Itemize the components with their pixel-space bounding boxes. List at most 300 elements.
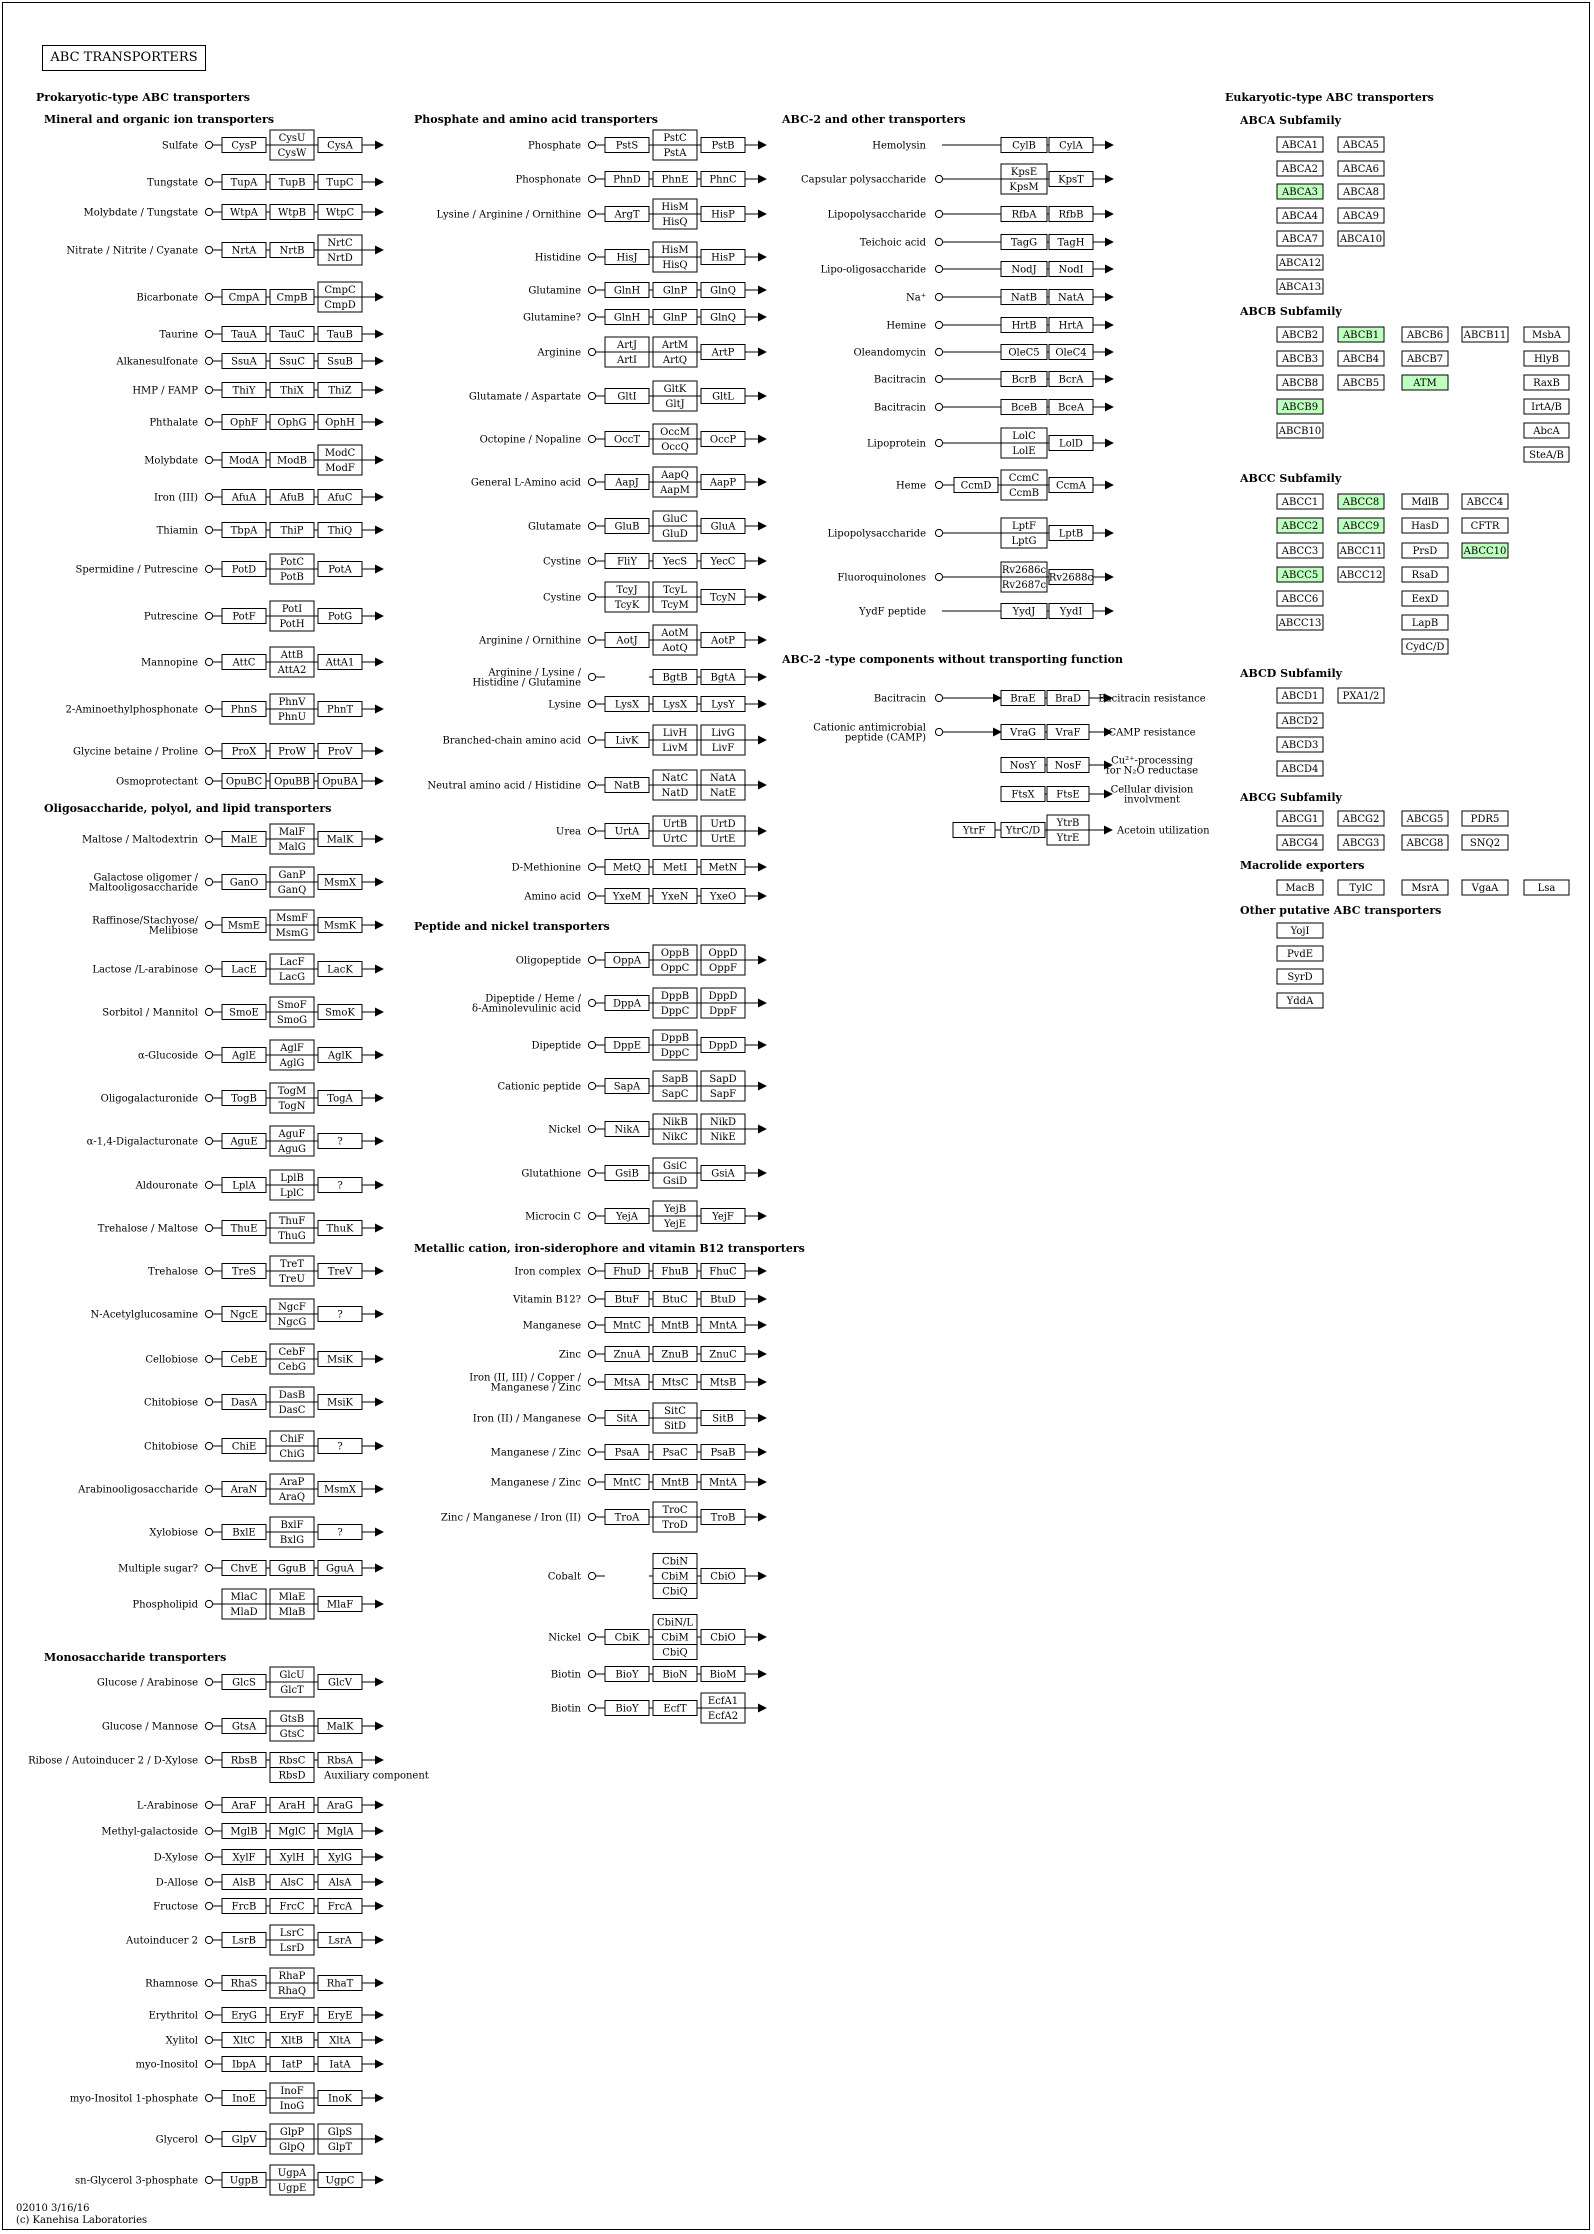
substrate-circle: [588, 892, 595, 899]
gene-label-gsic: GsiC: [663, 1161, 687, 1172]
gene-label-ytre: YtrE: [1056, 833, 1080, 844]
gene-label-gano: GanO: [229, 877, 259, 889]
gene-label-metq: MetQ: [612, 862, 642, 874]
gene-label-tupa: TupA: [230, 177, 258, 189]
substrate-circle: [935, 210, 942, 217]
gene-label-raxb: RaxB: [1533, 378, 1560, 389]
gene-label-gsid: GsiD: [662, 1176, 688, 1187]
substrate-label: Taurine: [159, 329, 198, 341]
gene-label-bioy: BioY: [615, 1703, 639, 1715]
substrate-label: Teichoic acid: [859, 237, 926, 249]
gene-label-znub: ZnuB: [661, 1349, 689, 1361]
gene-label-troc: TroC: [662, 1505, 688, 1516]
substrate-label: Methyl-galactoside: [101, 1826, 198, 1838]
gene-label-livg: LivG: [711, 728, 735, 739]
gene-label-item: ?: [337, 1441, 343, 1453]
gene-label-phnd: PhnD: [613, 174, 641, 186]
substrate-circle: [205, 1355, 212, 1362]
gene-label-psab: PsaB: [710, 1447, 736, 1459]
substrate-label: Bicarbonate: [136, 292, 198, 304]
gene-label-nrta: NrtA: [231, 245, 257, 257]
gene-label-abcc11: ABCC11: [1339, 546, 1383, 557]
gene-label-thuf: ThuF: [278, 1216, 306, 1227]
gene-label-btuc: BtuC: [662, 1294, 688, 1306]
substrate-label: Osmoprotectant: [115, 776, 198, 788]
gene-label-ytrb: YtrB: [1056, 818, 1080, 829]
gene-label-phnu: PhnU: [277, 712, 307, 723]
gene-label-frcc: FrcC: [279, 1901, 305, 1913]
gene-label-biom: BioM: [709, 1669, 737, 1681]
substrate-label: Nitrate / Nitrite / Cyanate: [66, 245, 198, 257]
gene-label-stea-b: SteA/B: [1529, 450, 1564, 461]
gene-label-aapq: AapQ: [661, 470, 689, 481]
gene-label-trod: TroD: [662, 1520, 688, 1531]
gene-label-glnh: GlnH: [613, 285, 641, 297]
gene-label-bceb: BceB: [1010, 402, 1038, 414]
section-monosaccharide: Monosaccharide transporters: [44, 1651, 227, 1664]
gene-label-artq: ArtQ: [662, 355, 688, 366]
gene-label-abcc12: ABCC12: [1339, 570, 1383, 581]
substrate-circle: [588, 1295, 595, 1302]
gene-label-cysa: CysA: [327, 140, 353, 152]
gene-label-kpse: KpsE: [1010, 167, 1038, 178]
gene-label-mtsc: MtsC: [661, 1377, 689, 1389]
substrate-circle: [588, 1350, 595, 1357]
gene-label-nodj: NodJ: [1011, 264, 1037, 276]
gene-label-metn: MetN: [708, 862, 738, 874]
gene-label-lace: LacE: [231, 964, 257, 976]
substrate-label: myo-Inositol 1-phosphate: [69, 2093, 198, 2105]
gene-label-glnp: GlnP: [662, 285, 688, 297]
substrate-label: δ-Aminolevulinic acid: [472, 1003, 581, 1015]
gene-label-yeja: YejA: [616, 1211, 638, 1223]
substrate-circle: [588, 1267, 595, 1274]
substrate-circle: [588, 827, 595, 834]
gene-label-msmk: MsmK: [323, 920, 357, 932]
substrate-label: peptide (CAMP): [844, 732, 926, 744]
gene-label-trob: TroB: [710, 1512, 736, 1524]
substrate-label: Capsular polysaccharide: [801, 174, 926, 186]
gene-label-arti: ArtI: [617, 355, 637, 366]
substrate-circle: [588, 736, 595, 743]
substrate-label: Nickel: [548, 1124, 581, 1136]
gene-label-fhuc: FhuC: [709, 1266, 737, 1278]
gene-label-cyla: CylA: [1059, 140, 1083, 152]
gene-label-ague: AguE: [230, 1136, 258, 1148]
gene-label-phnt: PhnT: [326, 704, 354, 716]
gene-label-mlac: MlaC: [230, 1592, 258, 1603]
gene-label-ecfa1: EcfA1: [707, 1696, 739, 1707]
substrate-circle: [205, 1853, 212, 1860]
section-abc2-other: ABC-2 and other transporters: [782, 113, 966, 126]
substrate-circle: [588, 392, 595, 399]
gene-label-ophh: OphH: [325, 417, 355, 429]
substrate-label: Glucose / Arabinose: [96, 1677, 198, 1689]
substrate-label: Oligogalacturonide: [100, 1093, 198, 1105]
gene-label-oppc: OppC: [660, 963, 690, 974]
section-abcc: ABCC Subfamily: [1240, 472, 1342, 485]
substrate-circle: [205, 747, 212, 754]
gene-label-ecfa2: EcfA2: [707, 1711, 739, 1722]
gene-label-thip: ThiP: [280, 525, 304, 537]
gene-label-abcc6: ABCC6: [1281, 594, 1319, 605]
gene-label-psaa: PsaA: [614, 1447, 640, 1459]
gene-label-bion: BioN: [662, 1669, 688, 1681]
substrate-label: Xylitol: [165, 2035, 198, 2047]
gene-label-toga: TogA: [327, 1093, 353, 1105]
gene-label-smog: SmoG: [276, 1015, 308, 1026]
gene-label-mnta: MntA: [709, 1477, 737, 1489]
gene-label-olec5: OleC5: [1008, 347, 1040, 359]
gene-label-lsrd: LsrD: [279, 1943, 305, 1954]
gene-label-abca6: ABCA6: [1343, 164, 1379, 175]
substrate-label: D-Xylose: [153, 1852, 198, 1864]
substrate-circle: [205, 2060, 212, 2067]
gene-label-abcb5: ABCB5: [1342, 378, 1380, 389]
substrate-circle: [205, 208, 212, 215]
gene-label-aran: AraN: [230, 1484, 258, 1496]
substrate-circle: [205, 705, 212, 712]
gene-label-tres: TreS: [231, 1266, 257, 1278]
section-prokaryotic: Prokaryotic-type ABC transporters: [36, 91, 250, 104]
gene-label-hism: HisM: [661, 245, 689, 256]
gene-label-ganp: GanP: [278, 870, 306, 881]
gene-label-abcc4: ABCC4: [1466, 497, 1504, 508]
substrate-label: Arabinooligosaccharide: [78, 1484, 198, 1496]
substrate-label: Glutamate / Aspartate: [468, 391, 581, 403]
gene-label-sapa: SapA: [613, 1081, 641, 1093]
gene-label-phnc: PhnC: [709, 174, 737, 186]
gene-label-nodi: NodI: [1058, 264, 1084, 276]
gene-label-abcg2: ABCG2: [1342, 814, 1380, 825]
substrate-label: Thiamin: [156, 525, 198, 537]
gene-label-rsad: RsaD: [1411, 570, 1439, 581]
substrate-label: Lysine / Arginine / Ornithine: [436, 209, 581, 221]
substrate-label: Neutral amino acid / Histidine: [427, 780, 581, 792]
gene-label-xltc: XltC: [233, 2035, 255, 2047]
gene-label-abcg8: ABCG8: [1406, 838, 1444, 849]
gene-label-attb: AttB: [280, 650, 304, 661]
gene-label-smoe: SmoE: [229, 1007, 259, 1019]
substrate-circle: [588, 1378, 595, 1385]
gene-label-cysp: CysP: [231, 140, 257, 152]
substrate-circle: [588, 636, 595, 643]
gene-label-abcg1: ABCG1: [1281, 814, 1319, 825]
gene-label-ibpa: IbpA: [232, 2059, 256, 2071]
gene-label-treu: TreU: [279, 1274, 305, 1285]
gene-label-dasb: DasB: [278, 1390, 306, 1401]
gene-label-abca8: ABCA8: [1343, 187, 1379, 198]
gene-label-poti: PotI: [281, 604, 303, 615]
gene-label-cbiq: CbiQ: [662, 1586, 688, 1598]
substrate-circle: [588, 1212, 595, 1219]
gene-label-xylf: XylF: [232, 1852, 256, 1864]
substrate-circle: [205, 357, 212, 364]
substrate-label: Maltose / Maltodextrin: [81, 834, 198, 846]
gene-label-atta1: AttA1: [325, 657, 355, 669]
gene-label-hisp: HisP: [711, 252, 735, 264]
gene-label-tcyn: TcyN: [710, 592, 736, 604]
gene-label-cysu: CysU: [278, 133, 306, 144]
gene-label-yydi: YydI: [1059, 606, 1083, 618]
substrate-label: Amino acid: [524, 891, 581, 903]
gene-label-rhaq: RhaQ: [277, 1986, 307, 1997]
gene-label-yxem: YxeM: [612, 891, 642, 903]
gene-label-natd: NatD: [661, 788, 689, 799]
gene-label-abca13: ABCA13: [1278, 282, 1322, 293]
gene-label-rfbb: RfbB: [1058, 209, 1084, 221]
substrate-label: Erythritol: [148, 2010, 198, 2022]
gene-label-abcb4: ABCB4: [1342, 354, 1380, 365]
gene-label-lole: LolE: [1012, 446, 1036, 457]
gene-label-sapb: SapB: [661, 1074, 689, 1085]
substrate-label: Manganese: [522, 1320, 581, 1332]
substrate-label: Alkanesulfonate: [116, 356, 198, 368]
substrate-label: Trehalose: [147, 1266, 198, 1278]
gene-label-taua: TauA: [231, 329, 257, 341]
substrate-label: Octopine / Nopaline: [479, 434, 581, 446]
gene-label-bgta: BgtA: [710, 672, 736, 684]
substrate-label: Phosphonate: [515, 174, 581, 186]
gene-label-arag: AraG: [327, 1800, 353, 1812]
gene-label-cydc-d: CydC/D: [1405, 642, 1445, 653]
substrate-circle: [588, 478, 595, 485]
gene-label-rv2688c: Rv2688c: [1048, 572, 1094, 584]
gene-label-gtsb: GtsB: [279, 1714, 305, 1725]
substrate-circle: [205, 1008, 212, 1015]
gene-label-natb: NatB: [1010, 292, 1038, 304]
substrate-circle: [935, 375, 942, 382]
gene-label-afub: AfuB: [279, 492, 305, 504]
gene-label-trev: TreV: [327, 1266, 353, 1278]
substrate-label: Glutamine: [528, 285, 581, 297]
gene-label-sapc: SapC: [661, 1089, 689, 1100]
gene-label-frcb: FrcB: [231, 1901, 257, 1913]
gene-label-abcb3: ABCB3: [1281, 354, 1319, 365]
gene-label-lsa: Lsa: [1537, 883, 1556, 894]
substrate-circle: [588, 313, 595, 320]
substrate-label: Lipoprotein: [866, 438, 926, 450]
gene-label-cbik: CbiK: [614, 1632, 640, 1644]
substrate-label: Glycerol: [155, 2134, 198, 2146]
gene-label-glnh: GlnH: [613, 312, 641, 324]
gene-label-aguf: AguF: [278, 1129, 306, 1140]
substrate-circle: [588, 1513, 595, 1520]
substrate-circle: [588, 1414, 595, 1421]
pathway-title: ABC TRANSPORTERS: [42, 45, 206, 71]
prokaryotic-mineral-sugar-column: [28, 130, 429, 2195]
gene-label-mdlb: MdlB: [1411, 497, 1439, 508]
substrate-label: Hemine: [886, 320, 926, 332]
gene-label-hasd: HasD: [1411, 521, 1439, 532]
gene-label-sapf: SapF: [709, 1089, 737, 1100]
substrate-circle: [935, 321, 942, 328]
gene-label-lplb: LplB: [280, 1173, 304, 1184]
substrate-circle: [935, 348, 942, 355]
substrate-circle: [205, 777, 212, 784]
gene-label-malf: MalF: [278, 827, 306, 838]
substrate-circle: [205, 293, 212, 300]
gene-label-btud: BtuD: [710, 1294, 736, 1306]
gene-label-taub: TauB: [327, 329, 353, 341]
substrate-circle: [588, 1633, 595, 1640]
gene-label-eryf: EryF: [279, 2010, 305, 2022]
gene-label-nata: NatA: [1058, 292, 1084, 304]
gene-label-urta: UrtA: [614, 826, 640, 838]
gene-label-nrtb: NrtB: [279, 245, 305, 257]
substrate-circle: [205, 1485, 212, 1492]
section-other-putative: Other putative ABC transporters: [1240, 904, 1442, 917]
substrate-circle: [205, 878, 212, 885]
substrate-label: Rhamnose: [145, 1978, 198, 1990]
substrate-label: Molybdate: [144, 455, 198, 467]
substrate-circle: [205, 526, 212, 533]
gene-label-thiy: ThiY: [232, 385, 256, 397]
section-mineral-organic-ion: Mineral and organic ion transporters: [44, 113, 275, 126]
gene-label-hisp: HisP: [711, 209, 735, 221]
substrate-label: Arginine: [537, 347, 581, 359]
substrate-label: Iron (II, III) / Copper /: [469, 1372, 581, 1384]
gene-label-troa: TroA: [614, 1512, 640, 1524]
gene-label-glua: GluA: [710, 521, 736, 533]
section-phosphate-amino-acid: Phosphate and amino acid transporters: [414, 113, 658, 126]
gene-label-xlta: XltA: [329, 2035, 351, 2047]
gene-label-natc: NatC: [661, 773, 689, 784]
function-label: involvment: [1123, 794, 1181, 806]
substrate-circle: [935, 481, 942, 488]
gene-label-ccmb: CcmB: [1008, 488, 1040, 499]
substrate-circle: [588, 673, 595, 680]
substrate-circle: [588, 1321, 595, 1328]
gene-label-mlaf: MlaF: [326, 1599, 354, 1611]
gene-label-iata: IatA: [329, 2059, 351, 2071]
substrate-circle: [588, 210, 595, 217]
gene-label-ophf: OphF: [230, 417, 258, 429]
gene-label-bioy: BioY: [615, 1669, 639, 1681]
gene-label-vrag: VraG: [1010, 727, 1036, 739]
substrate-circle: [205, 2036, 212, 2043]
gene-label-cbim: CbiM: [661, 1571, 689, 1583]
substrate-circle: [588, 253, 595, 260]
substrate-label: Lysine: [548, 699, 581, 711]
gene-label-gsia: GsiA: [711, 1168, 735, 1180]
substrate-label: Cobalt: [547, 1571, 581, 1583]
substrate-label: D-Allose: [155, 1877, 198, 1889]
substrate-circle: [205, 1224, 212, 1231]
substrate-label: Biotin: [550, 1703, 581, 1715]
gene-label-artm: ArtM: [661, 340, 689, 351]
substrate-circle: [935, 238, 942, 245]
substrate-label: Manganese / Zinc: [490, 1477, 581, 1489]
substrate-label: Bacitracin: [873, 693, 926, 705]
substrate-label: Oleandomycin: [853, 347, 926, 359]
section-macrolide: Macrolide exporters: [1240, 859, 1365, 872]
gene-label-cmpc: CmpC: [324, 285, 356, 296]
gene-label-opuba: OpuBA: [322, 776, 358, 788]
gene-label-lack: LacK: [327, 964, 353, 976]
substrate-circle: [205, 1678, 212, 1685]
substrate-circle: [205, 835, 212, 842]
gene-label-ugpb: UgpB: [229, 2175, 259, 2187]
gene-label-urtc: UrtC: [662, 834, 688, 845]
gene-label-yecs: YecS: [662, 556, 688, 568]
gene-label-araq: AraQ: [278, 1492, 306, 1503]
gene-label-gsib: GsiB: [615, 1168, 639, 1180]
gene-label-mglb: MglB: [230, 1826, 258, 1838]
gene-label-yeje: YejE: [663, 1219, 687, 1230]
gene-label-gluc: GluC: [662, 514, 688, 525]
gene-label-xltb: XltB: [281, 2035, 303, 2047]
gene-label-ydda: YddA: [1286, 996, 1314, 1007]
gene-label-inoe: InoE: [232, 2093, 256, 2105]
gene-label-phne: PhnE: [661, 174, 689, 186]
gene-label-cebf: CebF: [278, 1347, 306, 1358]
footer: [16, 2203, 147, 2227]
gene-label-bgtb: BgtB: [662, 672, 688, 684]
gene-label-mnta: MntA: [709, 1320, 737, 1332]
gene-label-msik: MsiK: [326, 1354, 354, 1366]
gene-label-yxeo: YxeO: [709, 891, 737, 903]
gene-label-cmpd: CmpD: [324, 300, 356, 311]
gene-label-ugpa: UgpA: [277, 2168, 307, 2179]
substrate-label: Hemolysin: [872, 140, 926, 152]
gene-label-yecc: YecC: [710, 556, 736, 568]
substrate-label: L-Arabinose: [136, 1800, 198, 1812]
gene-label-abcb11: ABCB11: [1463, 330, 1507, 341]
gene-label-kpsm: KpsM: [1009, 182, 1039, 193]
gene-label-dppc: DppC: [660, 1048, 690, 1059]
substrate-label: Histidine: [534, 252, 581, 264]
gene-label-abcc5: ABCC5: [1281, 570, 1319, 581]
substrate-circle: [205, 493, 212, 500]
gene-label-urtd: UrtD: [710, 819, 736, 830]
gene-label-abca12: ABCA12: [1278, 258, 1322, 269]
gene-label-ngce: NgcE: [229, 1309, 259, 1321]
gene-label-cebe: CebE: [230, 1354, 258, 1366]
gene-label-alsc: AlsC: [280, 1877, 304, 1889]
gene-label-pota: PotA: [328, 564, 352, 576]
gene-label-potf: PotF: [232, 611, 256, 623]
gene-label-tupc: TupC: [326, 177, 354, 189]
gene-label-vraf: VraF: [1055, 727, 1081, 739]
substrate-label: Molybdate / Tungstate: [83, 207, 198, 219]
substrate-circle: [205, 612, 212, 619]
gene-label-malk: MalK: [326, 834, 354, 846]
gene-label-ggub: GguB: [277, 1563, 307, 1575]
gene-label-brae: BraE: [1010, 693, 1036, 705]
substrate-circle: [205, 1528, 212, 1535]
substrate-circle: [205, 565, 212, 572]
gene-label-rv2686c: Rv2686c: [1001, 565, 1047, 576]
substrate-circle: [205, 1878, 212, 1885]
substrate-label: Maltooligosaccharide: [88, 882, 198, 894]
gene-label-item: ?: [337, 1309, 343, 1321]
gene-label-chve: ChvE: [230, 1563, 258, 1575]
gene-label-eexd: EexD: [1411, 594, 1439, 605]
gene-label-nosf: NosF: [1054, 760, 1082, 772]
substrate-label: Autoinducer 2: [125, 1935, 198, 1947]
substrate-circle: [205, 2011, 212, 2018]
substrate-label: Arginine / Ornithine: [479, 635, 581, 647]
gene-label-togn: TogN: [278, 1101, 306, 1112]
substrate-label: Glutamate: [528, 521, 581, 533]
gene-label-olec4: OleC4: [1055, 347, 1087, 359]
gene-label-dppb: DppB: [660, 1033, 690, 1044]
gene-label-agle: AglE: [231, 1050, 257, 1062]
gene-label-potd: PotD: [231, 564, 257, 576]
gene-label-lsrb: LsrB: [232, 1935, 256, 1947]
substrate-circle: [205, 2094, 212, 2101]
